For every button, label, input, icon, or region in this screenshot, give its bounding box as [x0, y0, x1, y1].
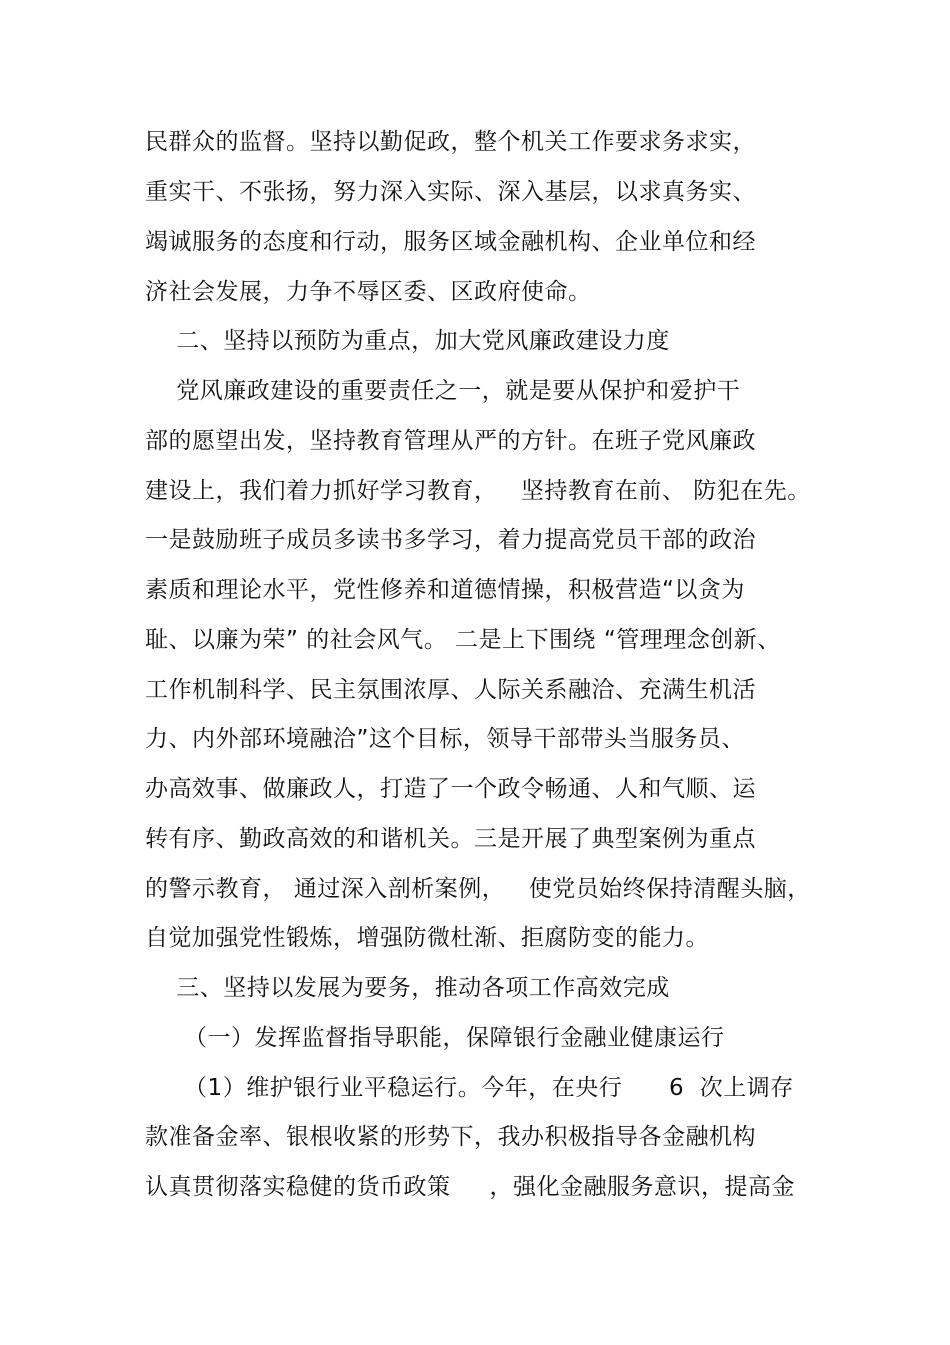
text-line: 一是鼓励班子成员多读书多学习，着力提高党员干部的政治 — [145, 527, 756, 553]
text-line: 济社会发展，力争不辱区委、区政府使命。 — [145, 279, 592, 305]
section-heading: 三、坚持以发展为要务，推动各项工作高效完成 — [145, 975, 670, 1001]
text-line: 转有序、勤政高效的和谐机关。三是开展了典型案例为重点 — [145, 826, 756, 852]
text-line: 党风廉政建设的重要责任之一，就是要从保护和爱护干 — [145, 378, 741, 404]
text-line: 工作机制科学、民主氛围浓厚、人际关系融洽、充满生机活 — [145, 677, 756, 703]
text-line: 竭诚服务的态度和行动，服务区域金融机构、企业单位和经 — [145, 229, 756, 255]
text-line: 的警示教育， 通过深入剖析案例， 使党员始终保持清醒头脑， — [145, 876, 811, 902]
text-line: 重实干、不张扬，努力深入实际、深入基层，以求真务实、 — [145, 179, 756, 205]
text-line: 办高效事、做廉政人，打造了一个政令畅通、人和气顺、运 — [145, 776, 756, 802]
text-line: 款准备金率、银根收紧的形势下，我办积极指导各金融机构 — [145, 1124, 756, 1150]
subsection-heading: （一）发挥监督指导职能，保障银行金融业健康运行 — [145, 1025, 725, 1051]
text-line: 素质和理论水平，党性修养和道德情操，积极营造“以贪为 — [145, 577, 745, 603]
text-line: 部的愿望出发，坚持教育管理从严的方针。在班子党风廉政 — [145, 428, 756, 454]
text-line: 民群众的监督。坚持以勤促政，整个机关工作要求务求实， — [145, 129, 756, 155]
text-line: （1）维护银行业平稳运行。今年，在央行 6 次上调存 — [145, 1075, 794, 1101]
section-heading: 二、坚持以预防为重点，加大党风廉政建设力度 — [145, 328, 670, 354]
text-line: 建设上，我们着力抓好学习教育， 坚持教育在前、 防犯在先。 — [145, 478, 811, 504]
text-line: 自觉加强党性锻炼，增强防微杜渐、拒腐防变的能力。 — [145, 925, 709, 951]
text-line: 耻、以廉为荣” 的社会风气。 二是上下围绕 “管理理念创新、 — [145, 627, 781, 653]
text-line: 认真贯彻落实稳健的货币政策 ，强化金融服务意识，提高金 — [145, 1174, 796, 1200]
text-line: 力、内外部环境融洽”这个目标，领导干部带头当服务员、 — [145, 726, 745, 752]
